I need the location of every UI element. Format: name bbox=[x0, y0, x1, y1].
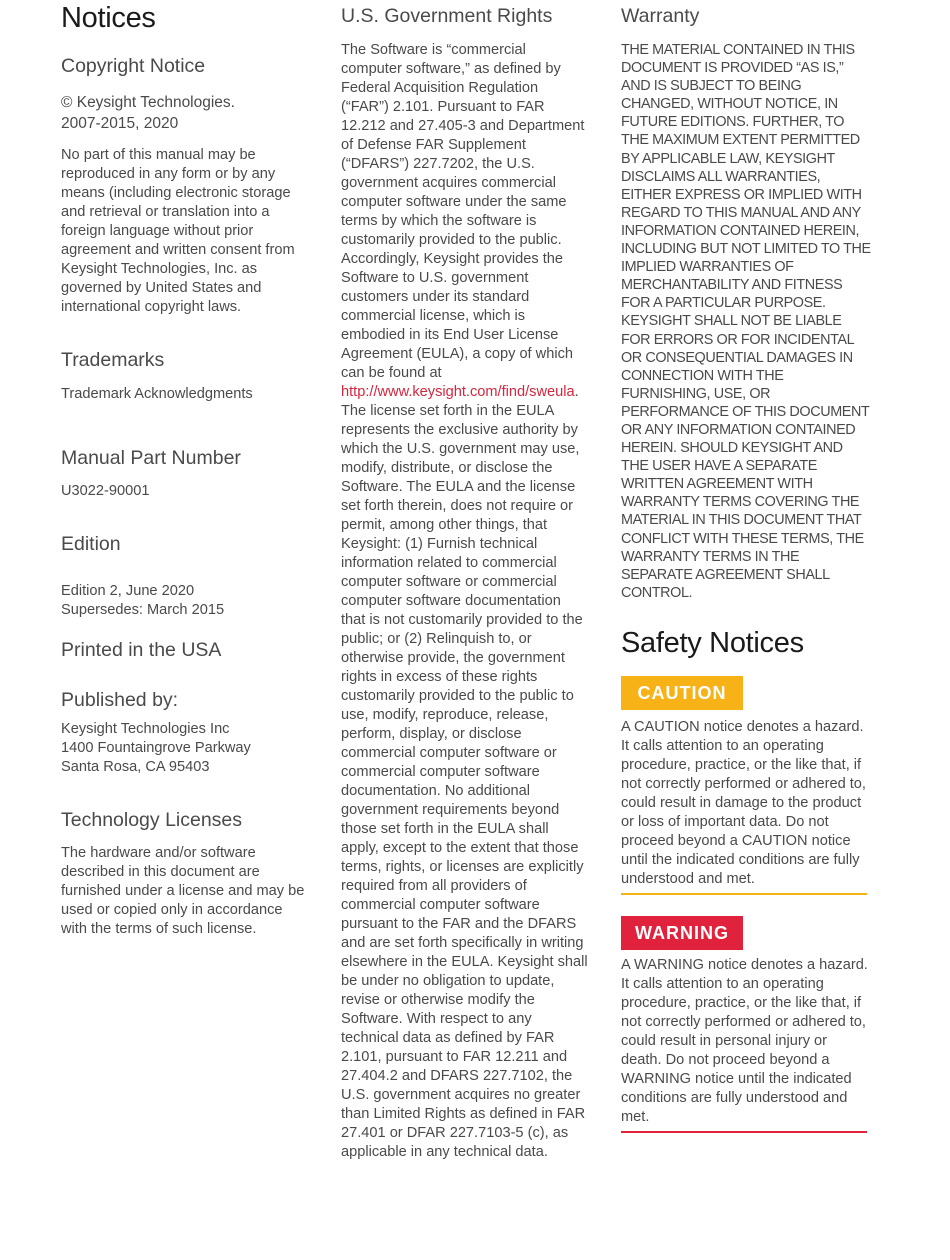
caution-divider bbox=[621, 893, 867, 895]
caution-badge bbox=[621, 676, 743, 710]
copyright-holder-line1: © Keysight Technologies. bbox=[61, 94, 235, 111]
copyright-holder bbox=[61, 92, 235, 134]
trademarks-heading: Trademarks bbox=[61, 349, 165, 371]
part-number-value: U3022-90001 bbox=[61, 483, 150, 499]
eula-link[interactable]: http://www.keysight.com/find/sweula bbox=[341, 384, 575, 400]
caution-label: CAUTION bbox=[621, 676, 743, 710]
publisher-street: 1400 Fountaingrove Parkway bbox=[61, 740, 251, 756]
copyright-text: No part of this manual may be reproduced in any form or by any means (including electronic storage and retrieval or translation into a foreign language without prior agreement and written consent from Keysight Technologies, Inc. as governed by United States and international copyright laws. bbox=[61, 147, 295, 315]
edition-heading: Edition bbox=[61, 533, 121, 555]
copyright-holder-line2: 2007-2015, 2020 bbox=[61, 115, 179, 132]
publisher-city: Santa Rosa, CA 95403 bbox=[61, 759, 210, 775]
publisher-name: Keysight Technologies Inc bbox=[61, 721, 230, 737]
gov-rights-heading: U.S. Government Rights bbox=[341, 5, 553, 27]
warranty-heading: Warranty bbox=[621, 5, 700, 27]
warning-divider bbox=[621, 1131, 867, 1133]
warranty-text: THE MATERIAL CONTAINED IN THIS DOCUMENT IS PROVIDED “AS IS,” AND IS SUBJECT TO BEING CHANGED, WITHOUT NOTICE, IN FUTURE EDITIONS. FURTHER, TO THE MAXIMUM EXTENT PERMITTED BY APPLICABLE LAW, KEYSIGHT DISCLAIMS ALL WARRANTIES, EITHER EXPRESS OR IMPLIED WITH REGARD TO THIS MANUAL AND ANY INFORMATION CONTAINED HEREIN, INCLUDING BUT NOT LIMITED TO THE IMPLIED WARRANTIES OF MERCHANTABILITY AND FITNESS FOR A PARTICULAR PURPOSE. KEYSIGHT SHALL NOT BE LIABLE FOR ERRORS OR FOR INCIDENTAL OR CONSEQUENTIAL DAMAGES IN CONNECTION WITH THE FURNISHING, USE, OR PERFORMANCE OF THIS DOCUMENT OR ANY INFORMATION CONTAINED HEREIN. SHOULD KEYSIGHT AND THE USER HAVE A SEPARATE WRITTEN AGREEMENT WITH WARRANTY TERMS COVERING THE MATERIAL IN THIS DOCUMENT THAT CONFLICT WITH THESE TERMS, THE WARRANTY TERMS IN THE SEPARATE AGREEMENT SHALL CONTROL. bbox=[621, 42, 871, 601]
warning-badge bbox=[621, 916, 743, 950]
trademarks-text: Trademark Acknowledgments bbox=[61, 386, 253, 402]
gov-rights-text bbox=[341, 41, 589, 1162]
published-heading: Published by: bbox=[61, 689, 179, 711]
supersedes-line: Supersedes: March 2015 bbox=[61, 602, 225, 618]
edition-line: Edition 2, June 2020 bbox=[61, 583, 195, 599]
warning-text: A WARNING notice denotes a hazard. It calls attention to an operating procedure, practice, or the like that, if not correctly performed or adhered to, could result in personal injury or death. Do not proceed beyond a WARNING notice until the indicated conditions are fully understood and met. bbox=[621, 957, 868, 1125]
safety-notices-title: Safety Notices bbox=[621, 627, 804, 659]
publisher-address bbox=[61, 720, 251, 777]
tech-licenses-heading: Technology Licenses bbox=[61, 809, 243, 831]
warning-label: WARNING bbox=[621, 916, 743, 950]
page-title: Notices bbox=[61, 2, 156, 34]
gov-rights-text-before-link: The Software is “commercial computer software,” as defined by Federal Acquisition Regulation (“FAR”) 2.101. Pursuant to FAR 12.212 and 27.405-3 and Department of Defense FAR Supplement (“DFARS”) 227.7202, the U.S. government acquires commercial computer software under the same terms by which the software is customarily provided to the public. Accordingly, Keysight provides the Software to U.S. government customers under its standard commercial license, which is embodied in its End User License Agreement (EULA), a copy of which can be found at bbox=[341, 42, 585, 381]
gov-rights-text-after-link: . The license set forth in the EULA represents the exclusive authority by which the U.S. government may use, modify, distribute, or disclose the Software. The EULA and the license set forth therein, does not require or permit, among other things, that Keysight: (1) Furnish technical information related to commercial computer software or commercial computer software documentation that is not customarily provided to the public; or (2) Relinquish to, or otherwise provide, the government rights in excess of these rights customarily provided to the public to use, modify, reproduce, release, perform, display, or disclose commercial computer software or commercial computer software documentation. No additional government requirements beyond those set forth in the EULA shall apply, except to the extent that those terms, rights, or licenses are explicitly required from all providers of commercial computer software pursuant to the FAR and the DFARS and are set forth specifically in writing elsewhere in the EULA. Keysight shall be under no obligation to update, revise or otherwise modify the Software. With respect to any technical data as defined by FAR 2.101, pursuant to FAR 12.211 and 27.404.2 and DFARS 227.7102, the U.S. government acquires no greater than Limited Rights as defined in FAR 27.401 or DFAR 227.7103-5 (c), as applicable in any technical data. bbox=[341, 384, 588, 1160]
edition-info bbox=[61, 582, 224, 620]
printed-heading: Printed in the USA bbox=[61, 639, 222, 661]
part-number-heading: Manual Part Number bbox=[61, 447, 241, 469]
caution-text: A CAUTION notice denotes a hazard. It calls attention to an operating procedure, practice, or the like that, if not correctly performed or adhered to, could result in damage to the product or loss of important data. Do not proceed beyond a CAUTION notice until the indicated conditions are fully understood and met. bbox=[621, 719, 866, 887]
copyright-heading: Copyright Notice bbox=[61, 55, 206, 77]
tech-licenses-text: The hardware and/or software described in this document are furnished under a license and may be used or copied only in accordance with the terms of such license. bbox=[61, 845, 305, 937]
